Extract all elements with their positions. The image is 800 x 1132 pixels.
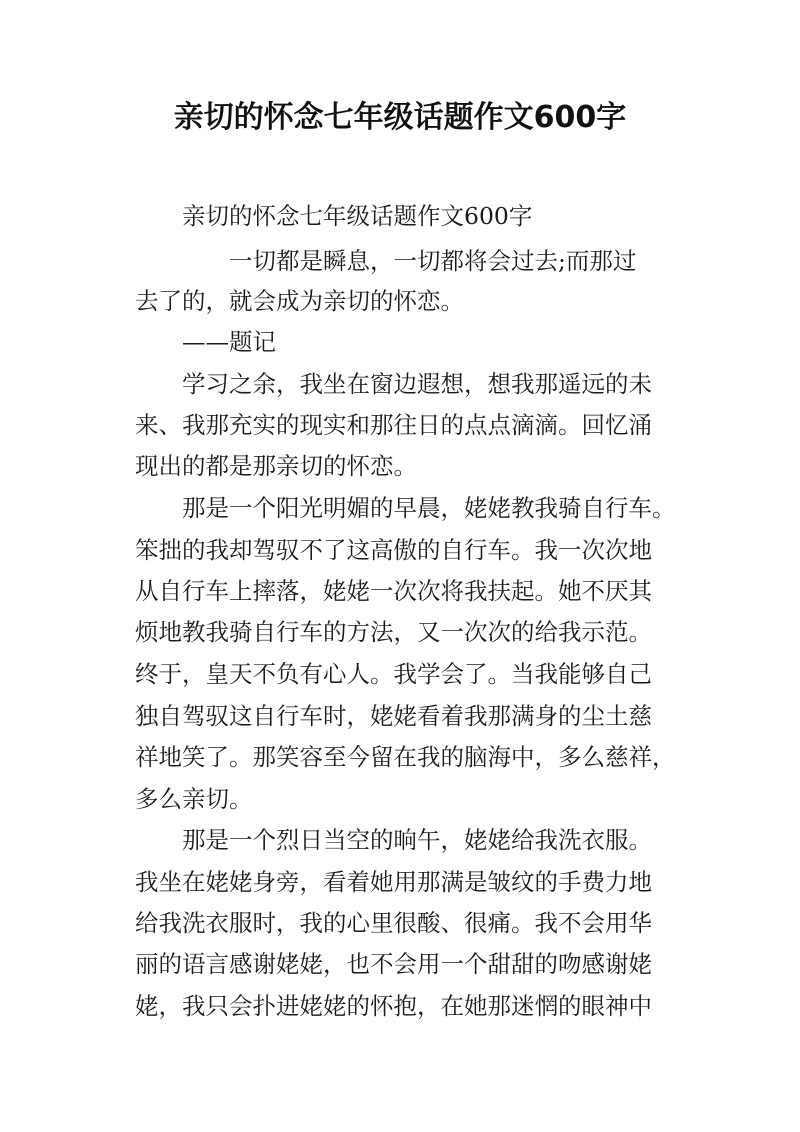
body-line: 祥地笑了。那笑容至今留在我的脑海中，多么慈祥，	[135, 743, 676, 771]
body-line: 给我洗衣服时，我的心里很酸、很痛。我不会用华	[135, 909, 652, 937]
body-line-subtitle: 亲切的怀念七年级话题作文600字	[182, 202, 533, 230]
body-line: 终于，皇天不负有心人。我学会了。当我能够自己	[135, 660, 652, 688]
body-line: 丽的语言感谢姥姥，也不会用一个甜甜的吻感谢姥	[135, 950, 652, 978]
body-line: 烦地教我骑自行车的方法，又一次次的给我示范。	[135, 618, 652, 646]
body-line: 独自驾驭这自行车时，姥姥看着我那满身的尘土慈	[135, 702, 652, 730]
body-line: 一切都是瞬息，一切都将会过去;而那过	[229, 247, 637, 275]
body-line: 那是一个阳光明媚的早晨，姥姥教我骑自行车。	[182, 494, 676, 522]
body-line: 姥，我只会扑进姥姥的怀抱，在她那迷惘的眼神中	[135, 992, 652, 1020]
body-line: 那是一个烈日当空的晌午，姥姥给我洗衣服。	[182, 826, 652, 854]
body-line: 从自行车上摔落，姥姥一次次将我扶起。她不厌其	[135, 577, 652, 605]
body-line: 来、我那充实的现实和那往日的点点滴滴。回忆涌	[135, 411, 652, 439]
body-line: 去了的，就会成为亲切的怀恋。	[135, 287, 464, 315]
body-line-epigraph-attribution: ——题记	[182, 328, 276, 356]
body-line: 学习之余，我坐在窗边遐想，想我那遥远的未	[182, 370, 652, 398]
document-title: 亲切的怀念七年级话题作文600字	[173, 100, 627, 135]
body-line: 现出的都是那亲切的怀恋。	[135, 452, 417, 480]
body-line: 笨拙的我却驾驭不了这高傲的自行车。我一次次地	[135, 536, 652, 564]
body-line: 多么亲切。	[135, 785, 253, 813]
body-line: 我坐在姥姥身旁，看着她用那满是皱纹的手费力地	[135, 868, 652, 896]
